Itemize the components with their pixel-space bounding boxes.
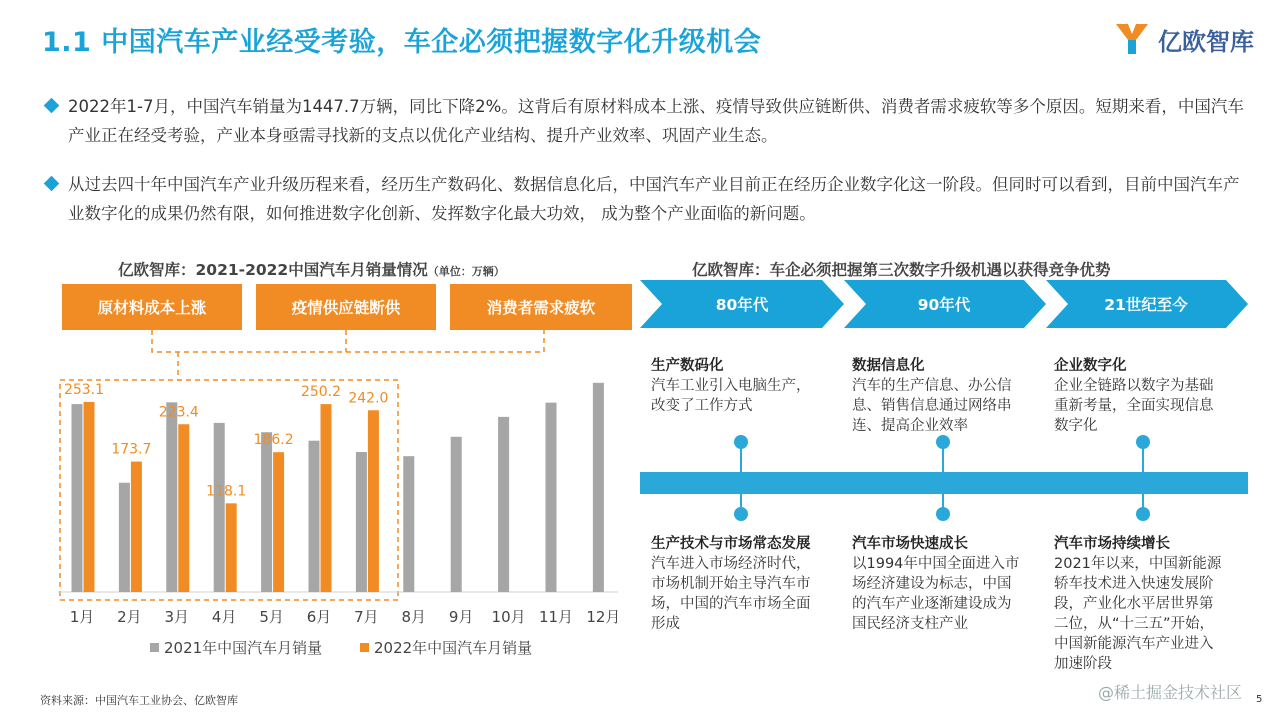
block-body: 汽车进入市场经济时代， 市场机制开始主导汽车市 场，中国的汽车市场全面 形成 [651,556,811,632]
timeline-dot [1136,507,1150,521]
reason-box-1: 原材料成本上涨 [62,284,242,330]
data-label: 118.1 [206,483,247,500]
reason-box-3: 消费者需求疲软 [450,284,632,330]
site-watermark: @稀土掘金技术社区 [1098,683,1243,702]
block-body: 2021年以来，中国新能源 轿车技术进入快速发展阶 段，产业化水平居世界第 二位，从“十三五”开始， 中国新能源汽车产业进入 加速阶段 [1054,556,1222,672]
bullet-text: 2022年1-7月，中国汽车销量为1447.7万辆，同比下降2%。这背后有原材料成本上涨、疫情导致供应链断供、消费者需求疲软等多个原因。短期来看，中国汽车产业正在经受考验，产业本身亟需寻找新的支点以优化产业结构、提升产业效率、巩固产业生态。 [68,97,1244,145]
era-label-1: 80年代 [715,296,769,314]
page-number: 5 [1256,694,1263,705]
block-heading: 企业数字化 [1054,358,1127,374]
data-label: 186.2 [253,432,294,449]
timeline-bottom-block-1 [651,534,841,634]
era-label-2: 90年代 [917,296,971,314]
x-tick-label: 11月 [538,608,574,626]
legend-label: 2022年中国汽车月销量 [374,639,533,657]
block-heading: 数据信息化 [852,358,925,374]
x-tick-label: 8月 [401,608,427,626]
block-body: 以1994年中国全面进入市 场经济建设为标志，中国 的汽车产业逐渐建设成为 国民经济支柱产业 [852,556,1020,632]
timeline-bar [640,472,1248,494]
source-note: 资料来源：中国汽车工业协会、亿欧智库 [40,694,238,707]
x-tick-label: 5月 [259,608,284,626]
timeline-bottom-block-3 [1054,534,1250,674]
timeline-dot [936,435,950,449]
page-title: 1.1 中国汽车产业经受考验，车企必须把握数字化升级机会 [42,27,762,58]
block-heading: 生产数码化 [651,358,724,374]
x-tick-label: 9月 [448,608,474,626]
reason-box-2: 疫情供应链断供 [256,284,436,330]
block-heading: 生产技术与市场常态发展 [651,536,811,552]
x-tick-label: 7月 [354,608,379,626]
legend-label: 2021年中国汽车月销量 [164,639,323,657]
x-tick-label: 6月 [306,608,332,626]
data-label: 242.0 [348,390,389,407]
timeline-dot [1136,435,1150,449]
data-label: 223.4 [158,404,199,421]
x-tick-label: 2月 [117,608,142,626]
bullet-text: 从过去四十年中国汽车产业升级历程来看，经历生产数码化、数据信息化后，中国汽车产业目前正在经历企业数字化这一阶段。但同时可以看到，目前中国汽车产业数字化的成果仍然有限，如何推进数字化创新、发挥数字化最大功效， 成为整个产业面临的新问题。 [68,175,1240,223]
timeline-bottom-block-2 [852,534,1042,634]
chart-title-text: 亿欧智库：2021-2022中国汽车月销量情况 [118,261,428,279]
timeline-dot [734,507,748,521]
block-heading: 汽车市场快速成长 [852,536,968,552]
timeline-top-block-2 [852,356,1042,436]
block-body: 汽车的生产信息、办公信 息、销售信息通过网络串 连、提高企业效率 [852,378,1012,434]
timeline-dot [734,435,748,449]
timeline-dot [936,507,950,521]
block-body: 汽车工业引入电脑生产， 改变了工作方式 [651,378,811,414]
data-label: 173.7 [111,441,152,458]
data-label: 250.2 [300,384,342,401]
logo-text: 亿欧智库 [1158,28,1254,56]
timeline-title: 亿欧智库：车企必须把握第三次数字升级机遇以获得竞争优势 [692,261,1111,279]
x-tick-label: 12月 [586,608,621,626]
x-tick-label: 10月 [491,608,526,626]
era-label-3: 21世纪至今 [1104,296,1188,314]
data-label: 253.1 [63,381,105,398]
block-heading: 汽车市场持续增长 [1054,536,1170,552]
x-tick-label: 3月 [164,608,190,626]
x-tick-label: 4月 [211,608,237,626]
x-tick-label: 1月 [69,608,95,626]
timeline-top-block-1 [651,356,841,416]
timeline-top-block-3 [1054,356,1250,436]
chart-unit: （单位：万辆） [427,265,505,278]
block-body: 企业全链路以数字为基础 重新考量，全面实现信息 数字化 [1054,378,1214,434]
